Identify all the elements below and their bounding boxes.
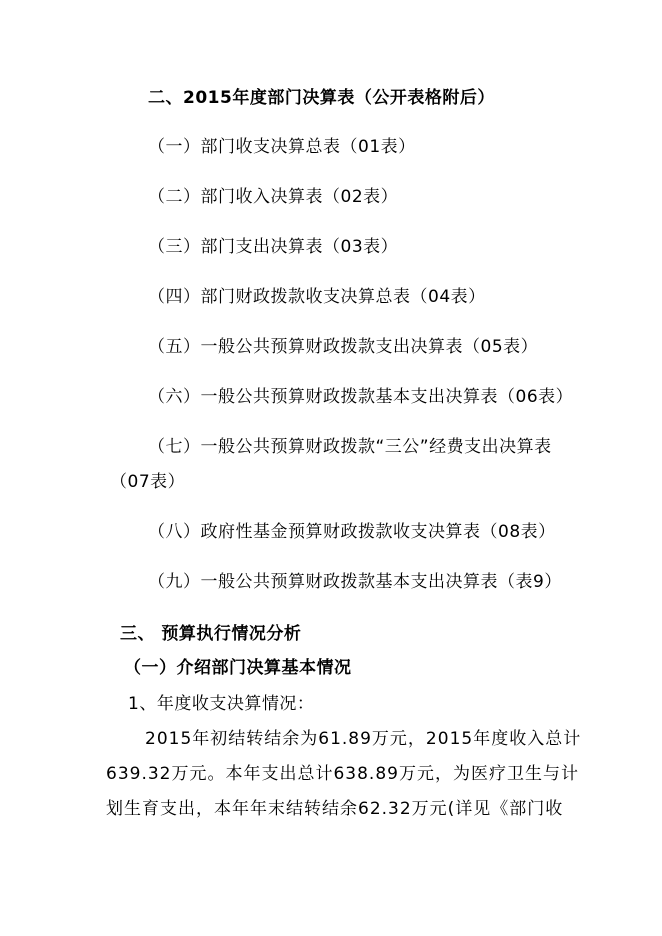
table-item-02: （二）部门收入决算表（02表） — [148, 187, 399, 207]
section-3-heading: 三、 预算执行情况分析 — [120, 624, 302, 644]
paragraph-line-3: 划生育支出，本年年末结转结余62.32万元(详见《部门收 — [106, 799, 564, 819]
paragraph-line-2: 639.32万元。本年支出总计638.89万元，为医疗卫生与计 — [106, 764, 579, 784]
table-item-06: （六）一般公共预算财政拨款基本支出决算表（06表） — [148, 387, 574, 407]
table-item-07: （七）一般公共预算财政拨款“三公”经费支出决算表 — [148, 437, 552, 457]
table-item-07-continued: （07表） — [110, 472, 186, 492]
subsection-1-heading: （一）介绍部门决算基本情况 — [124, 658, 352, 678]
table-item-01: （一）部门收支决算总表（01表） — [148, 137, 416, 157]
table-item-05: （五）一般公共预算财政拨款支出决算表（05表） — [148, 337, 539, 357]
table-item-03: （三）部门支出决算表（03表） — [148, 237, 399, 257]
item-1-heading: 1、年度收支决算情况： — [128, 694, 315, 714]
table-item-04: （四）部门财政拨款收支决算总表（04表） — [148, 287, 486, 307]
table-item-09: （九）一般公共预算财政拨款基本支出决算表（表9） — [148, 572, 562, 592]
section-2-heading: 二、2015年度部门决算表（公开表格附后） — [148, 88, 495, 108]
table-item-08: （八）政府性基金预算财政拨款收支决算表（08表） — [148, 522, 556, 542]
paragraph-line-1: 2015年初结转结余为61.89万元，2015年度收入总计 — [145, 729, 582, 749]
